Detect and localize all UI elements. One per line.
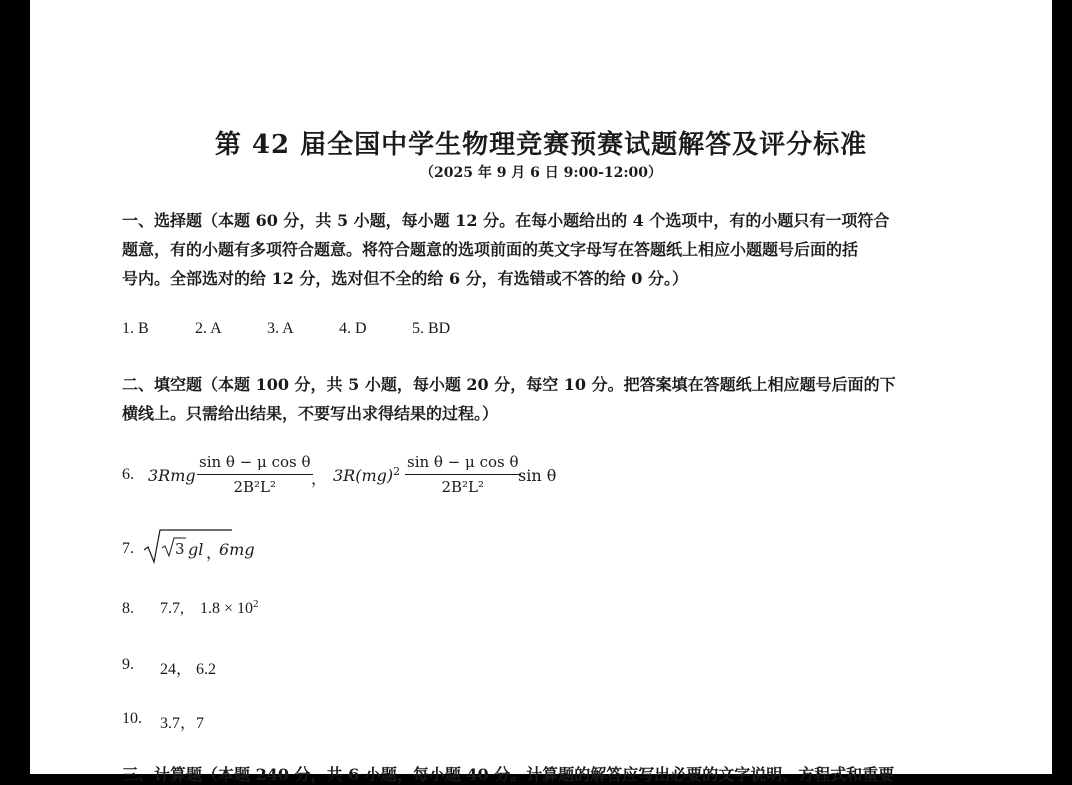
q6-term2-exponent: 2	[393, 465, 401, 478]
q6-fraction-1-denominator: 2B²L²	[233, 478, 277, 496]
q7-number: 7.	[122, 540, 134, 557]
exam-date: （2025 年 9 月 6 日 9:00-12:00）	[419, 165, 663, 181]
answer-3: 3. A	[267, 320, 294, 337]
q6-term2	[333, 466, 400, 485]
q10-answer: 3.7，7	[160, 715, 205, 732]
q8-second	[200, 600, 259, 618]
document-title: 第 42 届全国中学生物理竞赛预赛试题解答及评分标准	[214, 130, 868, 160]
q6-separator: ，	[311, 469, 328, 488]
section3-instructions-partial: 三、计算题（本题 240 分，共 6 小题，每小题 40 分。计算题的解答应写出必要的文字说明、方程式和重要	[122, 765, 895, 784]
q7-inner-sqrt: 3	[175, 540, 185, 558]
answer-1: 1. B	[122, 320, 149, 337]
q6-fraction-2-numerator: sin θ − μ cos θ	[405, 453, 521, 475]
q6-fraction-2-denominator: 2B²L²	[441, 478, 485, 496]
q6-term1: 3Rmg	[148, 466, 196, 485]
q9-number: 9.	[122, 656, 134, 673]
q8-first: 7.7,	[160, 600, 184, 617]
q6-number: 6.	[122, 466, 134, 483]
answer-2: 2. A	[195, 320, 222, 337]
q8-second-exponent: 2	[253, 598, 259, 610]
q6-fraction-1-numerator: sin θ − μ cos θ	[197, 453, 313, 475]
q8-second-base: 1.8 × 10	[200, 600, 254, 617]
section1-instructions-line2: 题意，有的小题有多项符合题意。将符合题意的选项前面的英文字母写在答题纸上相应小题题号后面的括	[122, 240, 859, 259]
q7-separator: ，	[206, 543, 223, 562]
q10-number: 10.	[122, 710, 142, 727]
section1-instructions-line3: 号内。全部选对的给 12 分，选对但不全的给 6 分，有选错或不答的给 0 分。）	[122, 269, 688, 288]
q6-fraction-1	[197, 453, 313, 496]
q7-sqrt-tail: gl	[188, 540, 204, 559]
q6-term2-base: 3R(mg)	[333, 466, 394, 485]
q9-answer: 24， 6.2	[160, 661, 217, 678]
document-page	[30, 0, 1052, 784]
q6-fraction-2	[405, 453, 521, 496]
q8-number: 8.	[122, 600, 134, 617]
section2-instructions-line2: 横线上。只需给出结果，不要写出求得结果的过程。）	[122, 404, 499, 423]
section1-instructions-line1: 一、选择题（本题 60 分，共 5 小题，每小题 12 分。在每小题给出的 4 个选项中，有的小题只有一项符合	[122, 211, 890, 230]
section2-instructions-line1: 二、填空题（本题 100 分，共 5 小题，每小题 20 分，每空 10 分。把答案填在答题纸上相应题号后面的下	[122, 375, 896, 394]
answer-4: 4. D	[339, 320, 367, 337]
q6-term2-tail: sin θ	[518, 466, 557, 485]
answer-5: 5. BD	[412, 320, 451, 337]
q7-second: 6mg	[219, 540, 255, 559]
